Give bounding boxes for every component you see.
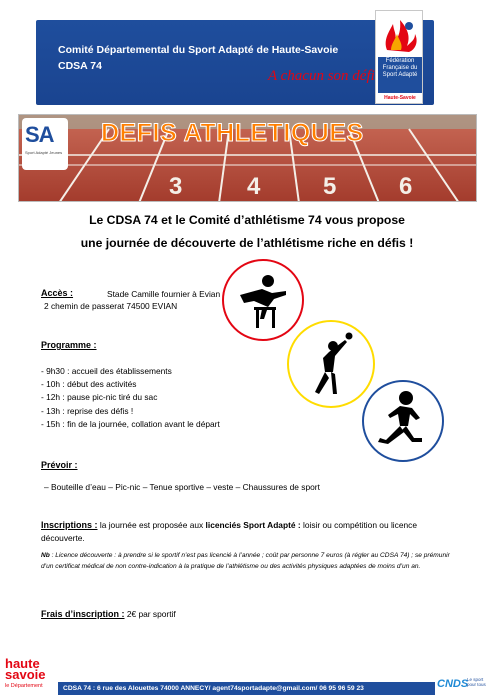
intro-line-2: une journée de découverte de l’athlétisme riche en défis ! [80,236,414,250]
ffsa-logo-sub: Haute-Savoie [384,95,416,101]
cnds-logo-text: CNDS [437,678,469,690]
programme-list [41,365,220,431]
frais-paragraph [41,609,176,619]
lane-number: 4 [247,173,261,200]
header-org-name: Comité Départemental du Sport Adapté de Haute-Savoie [58,44,339,56]
frais-value: 2€ par sportif [124,609,176,619]
list-item: - 9h30 : accueil des établissements [41,366,172,376]
acces-venue: Stade Camille fournier à Evian [107,289,221,299]
inscriptions-label: Inscriptions : [41,520,98,530]
lane-numbers [19,173,477,202]
intro-line-1: Le CDSA 74 et le Comité d’athlétisme 74 vous propose [89,213,405,227]
hs-logo-line-2: savoie [5,667,46,682]
shot-put-icon [289,322,373,406]
list-item: - 15h : fin de la journée, collation avant le départ [41,418,220,429]
acces-address: 2 chemin de passerat 74500 EVIAN [44,301,178,311]
nb-label: Nb [41,552,50,559]
lane-number: 5 [323,173,337,200]
ffsa-flame-icon [381,16,419,54]
inscriptions-text-2: loisir ou compétition ou licence découverte. [41,520,418,543]
cnds-logo [437,670,489,697]
cnds-logo-sub: Le sport pour tous [467,677,486,687]
slogan: A chacun son défi [268,68,375,84]
shot-put-circle [287,320,375,408]
page-title: DEFIS ATHLETIQUES [101,119,364,147]
acces-label: Accès : [41,288,74,298]
lane-number: 3 [169,173,183,200]
haute-savoie-logo [5,658,57,698]
header-org-short: CDSA 74 [58,60,102,72]
list-item: - 12h : pause pic-nic tiré du sac [41,392,158,403]
prevoir-label: Prévoir : [41,460,78,470]
hs-logo-line-1: haute [5,656,40,671]
footer-address: CDSA 74 : 6 rue des Alouettes 74000 ANNECY/ agent74sportadapte@gmail.com/ 06 95 96 59 23 [58,682,435,695]
lane-number: 6 [399,173,413,200]
inscriptions-bold: licenciés Sport Adapté : [205,520,301,530]
nb-paragraph [41,551,461,572]
ffsa-logo-text: Fédération Française du Sport Adapté [378,57,422,93]
prevoir-text: – Bouteille d’eau – Pic-nic – Tenue sportive – veste – Chaussures de sport [44,482,320,492]
ffsa-logo [375,10,423,104]
runner-circle [362,380,444,462]
track-banner [18,114,477,202]
sa-logo-sub: Sport Adapté Jeunes [25,150,63,155]
nb-text: : Licence découverte : à prendre si le sportif n’est pas licencié à l’année ; coût par personne 7 euros (à régler au CDSA 74) ; se prémunir d’un certificat médical de non contre-indication à la pratique de l’athlétisme ou des activités physiques adaptées de moins d’un an. [41,552,450,570]
list-item: - 13h : reprise des défis ! [41,405,134,416]
hs-logo-line-3: le Département [5,683,43,689]
inscriptions-text-1: la journée est proposée aux [97,520,206,530]
runner-icon [364,382,442,460]
frais-label: Frais d’inscription : [41,609,125,619]
programme-label: Programme : [41,340,97,350]
sa-logo-text: SA [25,122,54,147]
sa-logo [22,118,68,170]
list-item: - 10h : début des activités [41,379,137,390]
inscriptions-paragraph [41,519,461,544]
